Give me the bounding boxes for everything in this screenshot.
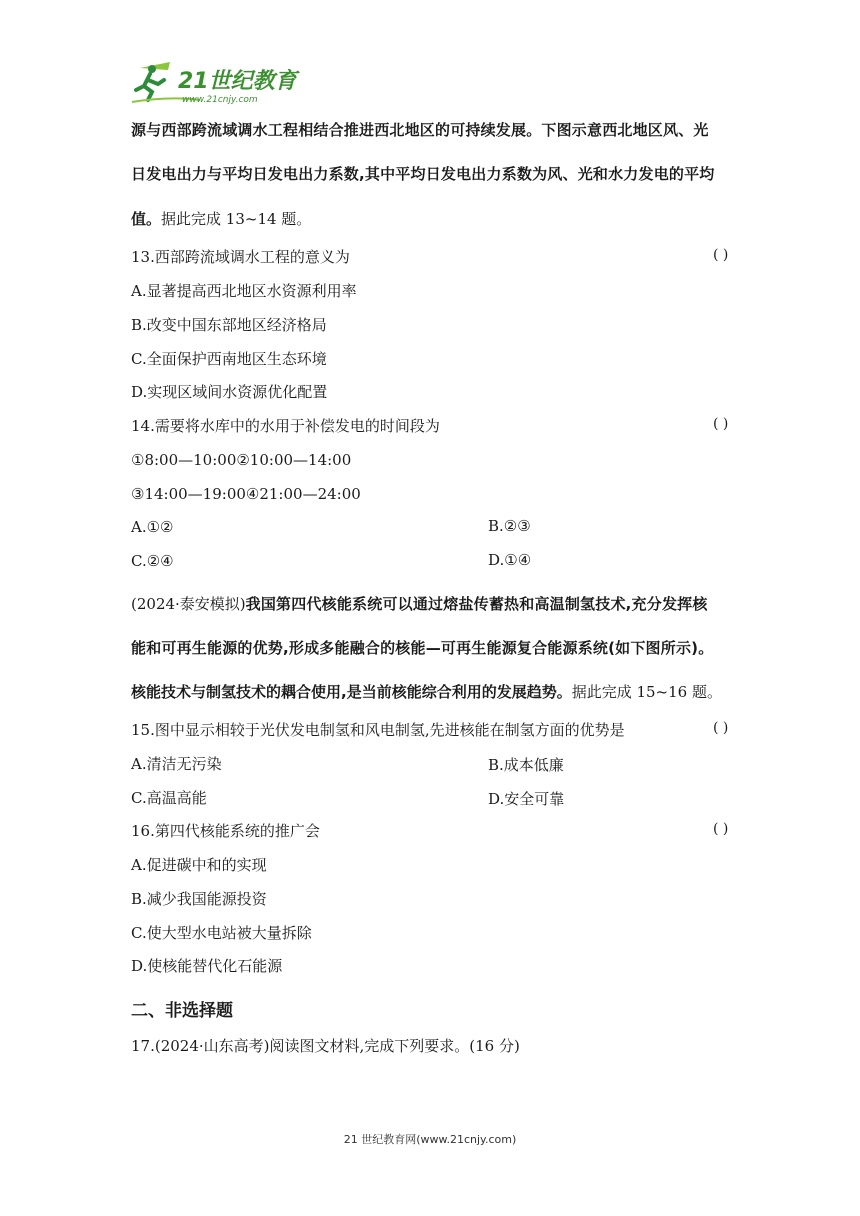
q16-option-b: B.减少我国能源投资 (131, 890, 267, 908)
q17-stem: 17.(2024·山东高考)阅读图文材料,完成下列要求。(16 分) (131, 1037, 520, 1055)
q14-option-a: A.①② (131, 518, 174, 536)
q15-option-c: C.高温高能 (131, 789, 207, 807)
q14-option-c: C.②④ (131, 552, 174, 570)
intro2-source: (2024·泰安模拟) (131, 595, 246, 613)
intro1-line3 (131, 209, 311, 229)
intro2-line1-rest: 我国第四代核能系统可以通过熔盐传蓄热和高温制氢技术,充分发挥核 (245, 595, 708, 613)
page-footer: 21 世纪教育网(www.21cnjy.com) (343, 1133, 517, 1146)
q14-item-line1: ①8:00—10:00②10:00—14:00 (131, 451, 352, 469)
q15-answer-paren: ( ) (713, 720, 729, 736)
site-logo (130, 60, 300, 108)
runner-logo-icon (130, 60, 300, 108)
q16-option-d: D.使核能替代化石能源 (131, 957, 283, 975)
q15-option-a: A.清洁无污染 (131, 755, 222, 773)
intro2-line3 (131, 682, 722, 702)
q13-option-d: D.实现区域间水资源优化配置 (131, 383, 328, 401)
q14-item-line2: ③14:00—19:00④21:00—24:00 (131, 485, 361, 503)
q14-option-b: B.②③ (488, 517, 531, 535)
q13-stem: 13.西部跨流域调水工程的意义为 (131, 248, 350, 266)
svg-text:21世纪教育: 21世纪教育 (178, 69, 297, 94)
q14-stem: 14.需要将水库中的水用于补偿发电的时间段为 (131, 417, 440, 435)
q15-option-b: B.成本低廉 (488, 756, 564, 774)
q16-stem: 16.第四代核能系统的推广会 (131, 822, 320, 840)
q13-option-c: C.全面保护西南地区生态环境 (131, 350, 327, 368)
q16-answer-paren: ( ) (713, 821, 729, 837)
intro2-line3-rest: 据此完成 15~16 题。 (571, 683, 722, 701)
q15-stem: 15.图中显示相较于光伏发电制氢和风电制氢,先进核能在制氢方面的优势是 (131, 721, 625, 739)
intro2-line3-bold: 核能技术与制氢技术的耦合使用,是当前核能综合利用的发展趋势。 (131, 683, 572, 701)
q13-option-a: A.显著提高西北地区水资源利用率 (131, 282, 357, 300)
q13-option-b: B.改变中国东部地区经济格局 (131, 316, 327, 334)
q15-option-d: D.安全可靠 (488, 790, 565, 808)
intro2-line2: 能和可再生能源的优势,形成多能融合的核能—可再生能源复合能源系统(如下图所示)。 (131, 639, 714, 657)
q14-option-d: D.①④ (488, 551, 532, 569)
intro1-line3-bold: 值。 (131, 210, 162, 228)
q16-option-c: C.使大型水电站被大量拆除 (131, 924, 312, 942)
intro1-line2: 日发电出力与平均日发电出力系数,其中平均日发电出力系数为风、光和水力发电的平均 (131, 165, 715, 183)
q14-answer-paren: ( ) (713, 416, 729, 432)
section-title: 二、非选择题 (131, 1001, 233, 1021)
intro1-line1: 源与西部跨流域调水工程相结合推进西北地区的可持续发展。下图示意西北地区风、光 (131, 121, 709, 139)
intro1-line3-rest: 据此完成 13~14 题。 (161, 210, 312, 228)
q16-option-a: A.促进碳中和的实现 (131, 856, 267, 874)
q13-answer-paren: ( ) (713, 247, 729, 263)
intro2-line1 (131, 594, 708, 614)
svg-text:www.21cnjy.com: www.21cnjy.com (182, 95, 258, 105)
